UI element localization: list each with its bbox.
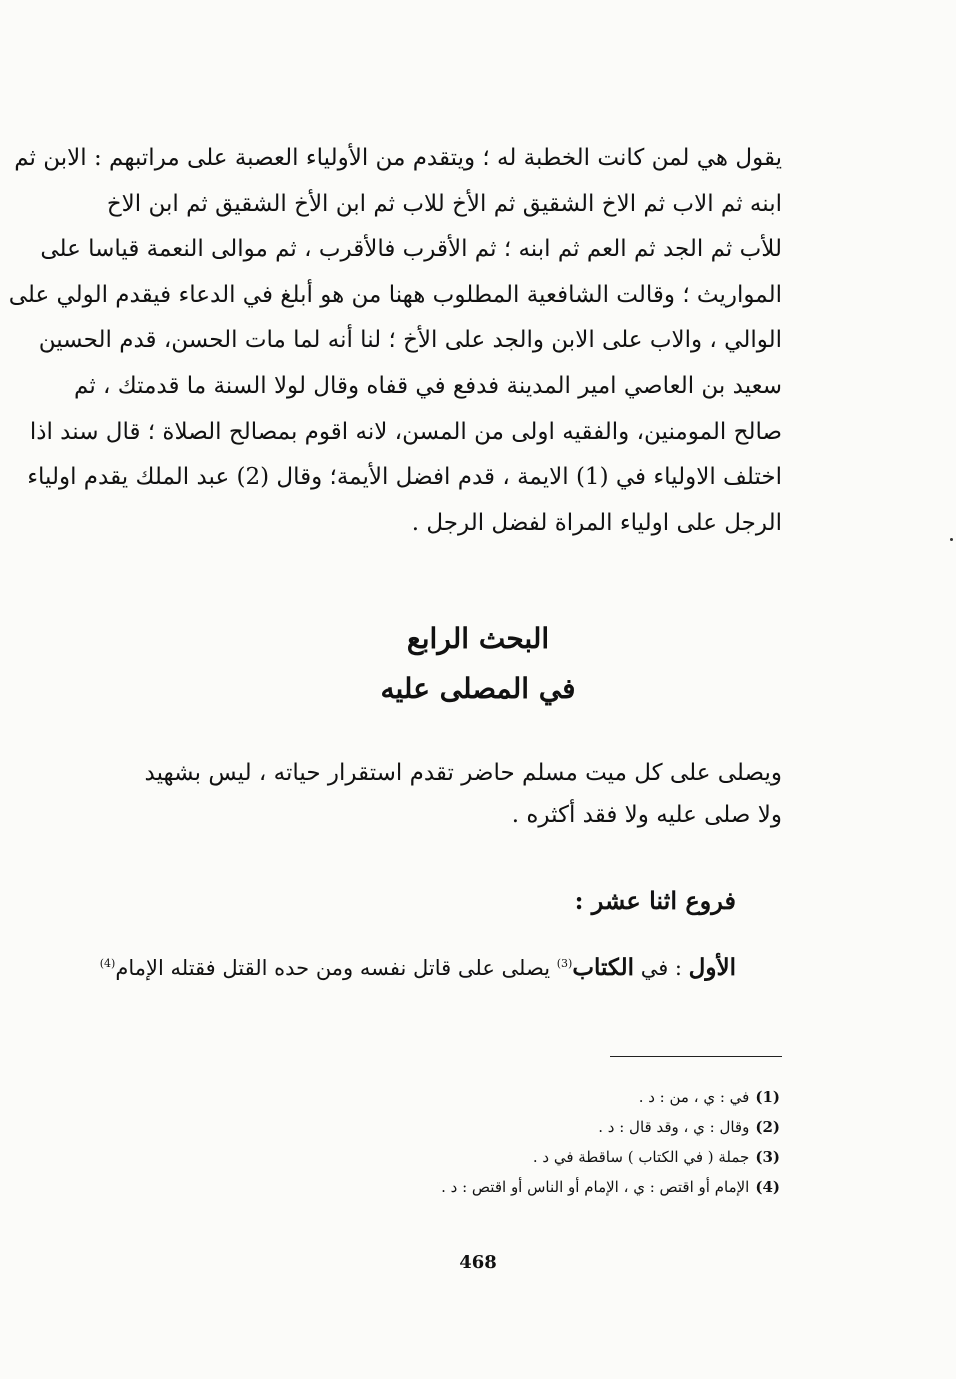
section-heading: البحث الرابع (406, 622, 550, 655)
footnote-number: (3) (755, 1148, 780, 1166)
footnote-number: (4) (755, 1178, 780, 1196)
text-line: ويصلى على كل ميت مسلم حاضر تقدم استقرار حياته ، ليس بشهيد (144, 760, 782, 786)
branches-title: فروع اثنا عشر : (574, 886, 736, 915)
body-paragraph-1 (8, 136, 782, 546)
first-branch-text: يصلى على قاتل نفسه ومن حده القتل فقتله الإمام (115, 956, 557, 980)
scan-speck (950, 538, 953, 541)
footnotes (180, 1082, 780, 1202)
section-subheading: في المصلى عليه (380, 672, 576, 705)
text-line: ولا صلى عليه ولا فقد أكثره . (511, 802, 782, 828)
footnote-text: في : ي ، من : د . (638, 1088, 750, 1106)
footnote-ref: (3) (556, 957, 573, 970)
page-number: 468 (459, 1252, 497, 1273)
footnote-number: (2) (755, 1118, 780, 1136)
footnote-text: وقال : ي ، وقد قال : د . (598, 1118, 750, 1136)
footnote-text: الإمام أو اقتص : ي ، الإمام أو الناس أو اقتص : د . (441, 1178, 750, 1196)
first-branch-label: الأول (688, 954, 736, 981)
book-name: الكتاب (572, 954, 635, 981)
text-line: المواريث ؛ وقالت الشافعية المطلوب ههنا من هو أبلغ في الدعاء فيقدم الولي على (8, 281, 782, 308)
footnote (180, 1082, 780, 1112)
footnote (180, 1112, 780, 1142)
footnote (180, 1142, 780, 1172)
footnote (180, 1172, 780, 1202)
text-line: الوالي ، والاب على الابن والجد على الأخ ؛ لنا أنه لما مات الحسن، قدم الحسين (38, 327, 782, 354)
first-branch (100, 954, 736, 981)
body-paragraph-2 (108, 752, 782, 836)
footnote-number: (1) (755, 1088, 780, 1106)
text-line: ابنه ثم الاب ثم الاخ الشقيق ثم الأخ للاب ثم ابن الأخ الشقيق ثم ابن الاخ (106, 190, 782, 217)
text-line: سعيد بن العاصي امير المدينة فدفع في قفاه وقال لولا السنة ما قدمتك ، ثم (74, 372, 782, 399)
footnote-divider (610, 1056, 782, 1057)
text-line: يقول هي لمن كانت الخطبة له ؛ ويتقدم من الأولياء العصبة على مراتبهم : الابن ثم (14, 145, 782, 171)
text-line: صالح المومنين، والفقيه اولى من المسن، لانه اقوم بمصالح الصلاة ؛ قال سند اذا (29, 418, 782, 445)
text-line: للأب ثم الجد ثم العم ثم ابنه ؛ ثم الأقرب فالأقرب ، ثم موالى النعمة قياسا على (40, 236, 782, 263)
text-line: اختلف الاولياء في (1) الايمة ، قدم افضل الأيمة؛ وقال (2) عبد الملك يقدم اولياء (27, 464, 782, 491)
first-branch-colon: : (668, 956, 689, 980)
footnote-text: جملة ( في الكتاب ) ساقطة في د . (532, 1148, 750, 1166)
text-line: الرجل على اولياء المراة لفضل الرجل . (411, 509, 782, 536)
footnote-ref: (4) (99, 957, 116, 970)
first-branch-prefix: في (634, 956, 669, 980)
